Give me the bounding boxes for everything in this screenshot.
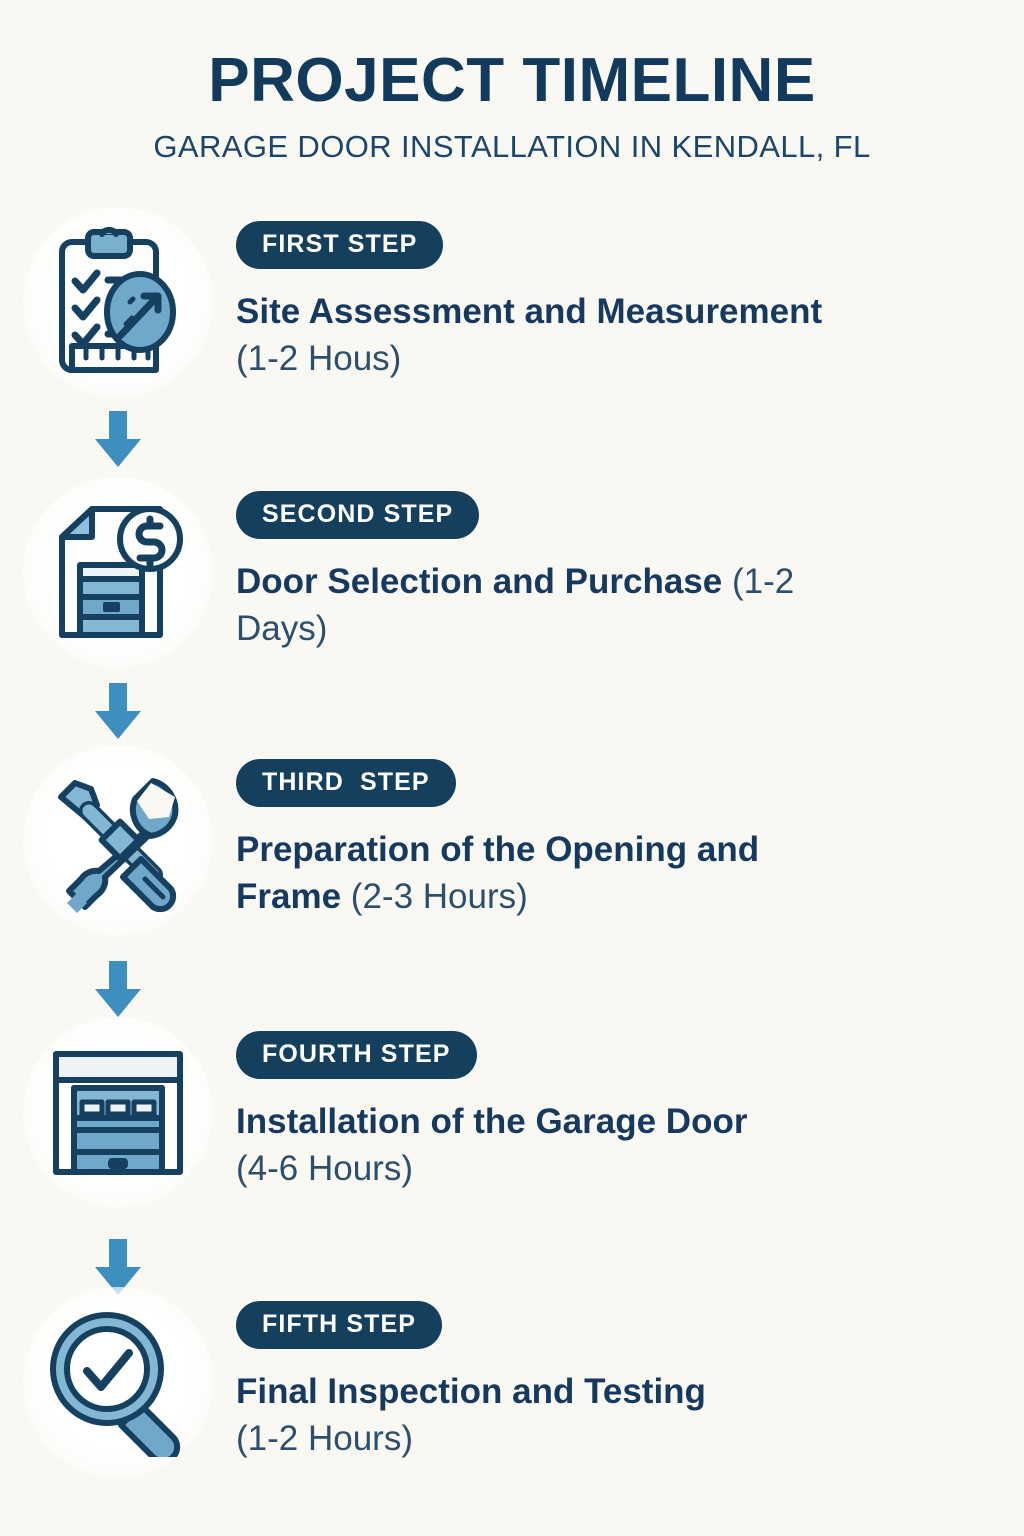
timeline-step-4 [0,1021,1024,1217]
step-5-title-text: Final Inspection and Testing [236,1372,706,1412]
timeline-list [0,211,1024,1487]
infographic-header [0,0,1024,165]
garage-door-icon [23,1017,213,1207]
step-2-title-text: Door Selection and Purchase [236,562,723,602]
step-5-icon-slot [0,1291,236,1477]
step-4-title [236,1099,876,1193]
step-5-duration: (1-2 Hours) [236,1418,413,1458]
step-4-body [236,1021,1024,1193]
document-garage-dollar-icon [23,477,213,667]
step-1-title [236,289,856,383]
arrow-down-2 [0,681,236,743]
step-2-icon-slot [0,481,236,667]
step-3-duration: (2-3 Hours) [350,876,528,916]
step-2-duration: (1-2 Days) [236,562,795,648]
magnifier-check-icon [23,1287,213,1477]
timeline-step-5 [0,1291,1024,1487]
page-subtitle: GARAGE DOOR INSTALLATION IN KENDALL, FL [153,129,871,165]
step-4-icon-slot [0,1021,236,1207]
step-3-title [236,827,856,921]
timeline-step-3 [0,749,1024,945]
step-1-icon-slot [0,211,236,397]
step-4-title-text: Installation of the Garage Door [236,1102,748,1142]
step-5-title [236,1369,876,1463]
step-4-badge: FOURTH STEP [236,1031,477,1079]
step-3-title-text: Preparation of the Opening and Frame [236,830,760,916]
step-2-body [236,481,1024,653]
step-5-badge: FIFTH STEP [236,1301,442,1349]
timeline-step-1 [0,211,1024,407]
step-1-title-text: Site Assessment and Measurement [236,292,823,332]
step-1-duration: (1-2 Hous) [236,338,402,378]
step-3-icon-slot [0,749,236,935]
step-1-badge: FIRST STEP [236,221,443,269]
wrench-screwdriver-icon [23,745,213,935]
step-3-body [236,749,1024,921]
timeline-step-2 [0,481,1024,677]
step-5-body [236,1291,1024,1463]
step-2-badge: SECOND STEP [236,491,479,539]
arrow-down-3 [0,959,236,1021]
step-1-body [236,211,1024,383]
step-3-badge: THIRD STEP [236,759,456,807]
arrow-down-1 [0,409,236,471]
step-2-title [236,559,856,653]
step-4-duration: (4-6 Hours) [236,1148,413,1188]
clipboard-checklist-measure-icon [23,207,213,397]
page-title: PROJECT TIMELINE [208,46,816,115]
